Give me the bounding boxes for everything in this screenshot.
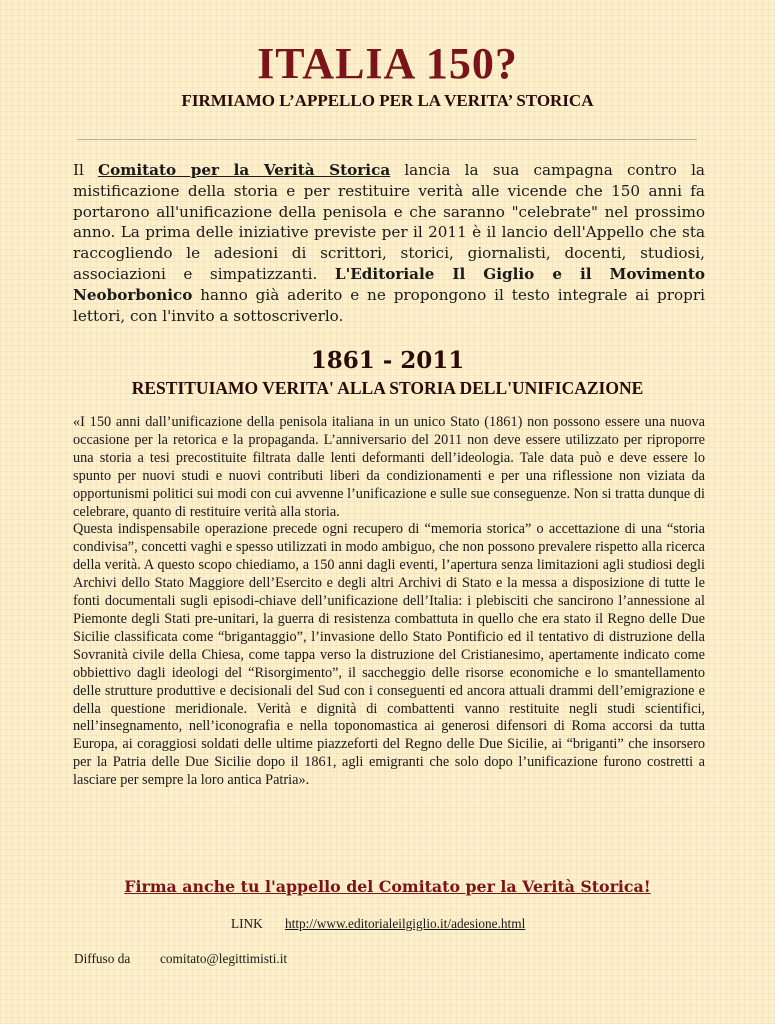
distributed-by-label: Diffuso da — [74, 951, 131, 966]
intro-text-3: hanno già aderito e ne propongono il testo integrale ai propri lettori, con l'invito a sottoscriverlo. — [73, 285, 705, 325]
section-years: 1861 - 2011 — [310, 347, 465, 374]
intro-text-1: Il — [73, 161, 99, 179]
link-row — [231, 915, 525, 933]
appeal-paragraph-1: «I 150 anni dall’unificazione della penisola italiana in un unico Stato (1861) non possono essere una nuova occasione per la retorica e la propaganda. L’anniversario del 2011 non deve essere utilizzato per riproporre una storia a tesi precostituite filtrata dalle lenti deformanti dell’ideologia. Tale data può e deve essere lo spunto per nuovi studi e nuovi contributi liberi da condizionamenti e per una riflessione non viziata da opportunismi politici sui modi con cui avvenne l’unificazione e sulle sue conseguenze. Non si tratta dunque di celebrare, quanto di restituire verità alla storia. — [73, 414, 705, 520]
intro-paragraph — [73, 160, 705, 326]
section-heading: RESTITUIAMO VERITA' ALLA STORIA DELL'UNIFICAZIONE — [131, 378, 644, 398]
contact-email[interactable]: comitato@legittimisti.it — [160, 951, 288, 966]
intro-bold-text: L'Editoriale Il Giglio e il Movimento Neoborbonico — [73, 264, 705, 304]
committee-link[interactable]: Comitato per la Verità Storica — [98, 161, 391, 179]
intro-text-2: lancia la sua campagna contro la mistificazione della storia e per restituire verità alle vicende che 150 anni fa portarono all'unificazione della penisola e che saranno "celebrate" nel prossimo anno. La prima delle iniziative previste per il 2011 è il lancio dell'Appello che sta raccogliendo le adesioni di scrittori, storici, giornalisti, docenti, studiosi, associazioni e simpatizzanti. — [73, 161, 705, 283]
adhesion-url-link[interactable]: http://www.editorialeilgiglio.it/adesione.html — [285, 916, 526, 931]
appeal-text — [73, 414, 705, 790]
sign-appeal-link[interactable]: Firma anche tu l'appello del Comitato per la Verità Storica! — [124, 877, 651, 896]
divider — [77, 139, 697, 140]
link-label: LINK — [231, 916, 263, 931]
page-subtitle: FIRMIAMO L’APPELLO PER LA VERITA’ STORICA — [181, 91, 594, 110]
page-title: ITALIA 150? — [257, 39, 518, 88]
distributed-by-row — [74, 950, 287, 968]
appeal-paragraph-2: Questa indispensabile operazione precede ogni recupero di “memoria storica” o accettazione di una “storia condivisa”, concetti vaghi e spesso utilizzati in modo ambiguo, che non possono prevalere rispetto alla ricerca della verità. A questo scopo chiediamo, a 150 anni dagli eventi, l’apertura senza limitazioni agli studiosi degli Archivi dello Stato Maggiore dell’Esercito e degli altri Archivi di Stato e la messa a disposizione di tutte le fonti documentali sugli episodi-chiave dell’unificazione dell’Italia: i plebisciti che sancirono l’annessione al Piemonte degli Stati pre-unitari, la guerra di resistenza combattuta in quello che era stato il Regno delle Due Sicilie classificata come “brigantaggio”, l’invasione dello Stato Pontificio ed il tentativo di distruzione della Sovranità civile della Chiesa, come tappa verso la distruzione del Cristianesimo, apertamente indicato come obbiettivo dagli ideologi del “Risorgimento”, il saccheggio delle risorse economiche e lo smantellamento delle strutture produttive e decisionali del Sud con i conseguenti ed ancora attuali drammi dell’emigrazione e della questione meridionale. Verità e dignità di combattenti vanno restituite negli studi scientifici, nell’insegnamento, nell’iconografia e nella toponomastica ai generosi difensori di Roma accorsi da tutta Europa, ai coraggiosi soldati delle ultime piazzeforti del Regno delle Due Sicilie, ai “briganti” che insorsero per la Patria delle Due Sicilie dopo il 1861, agli emigranti che solo dopo l’unificazione furono costretti a lasciare per sempre la loro antica Patria». — [73, 521, 705, 789]
